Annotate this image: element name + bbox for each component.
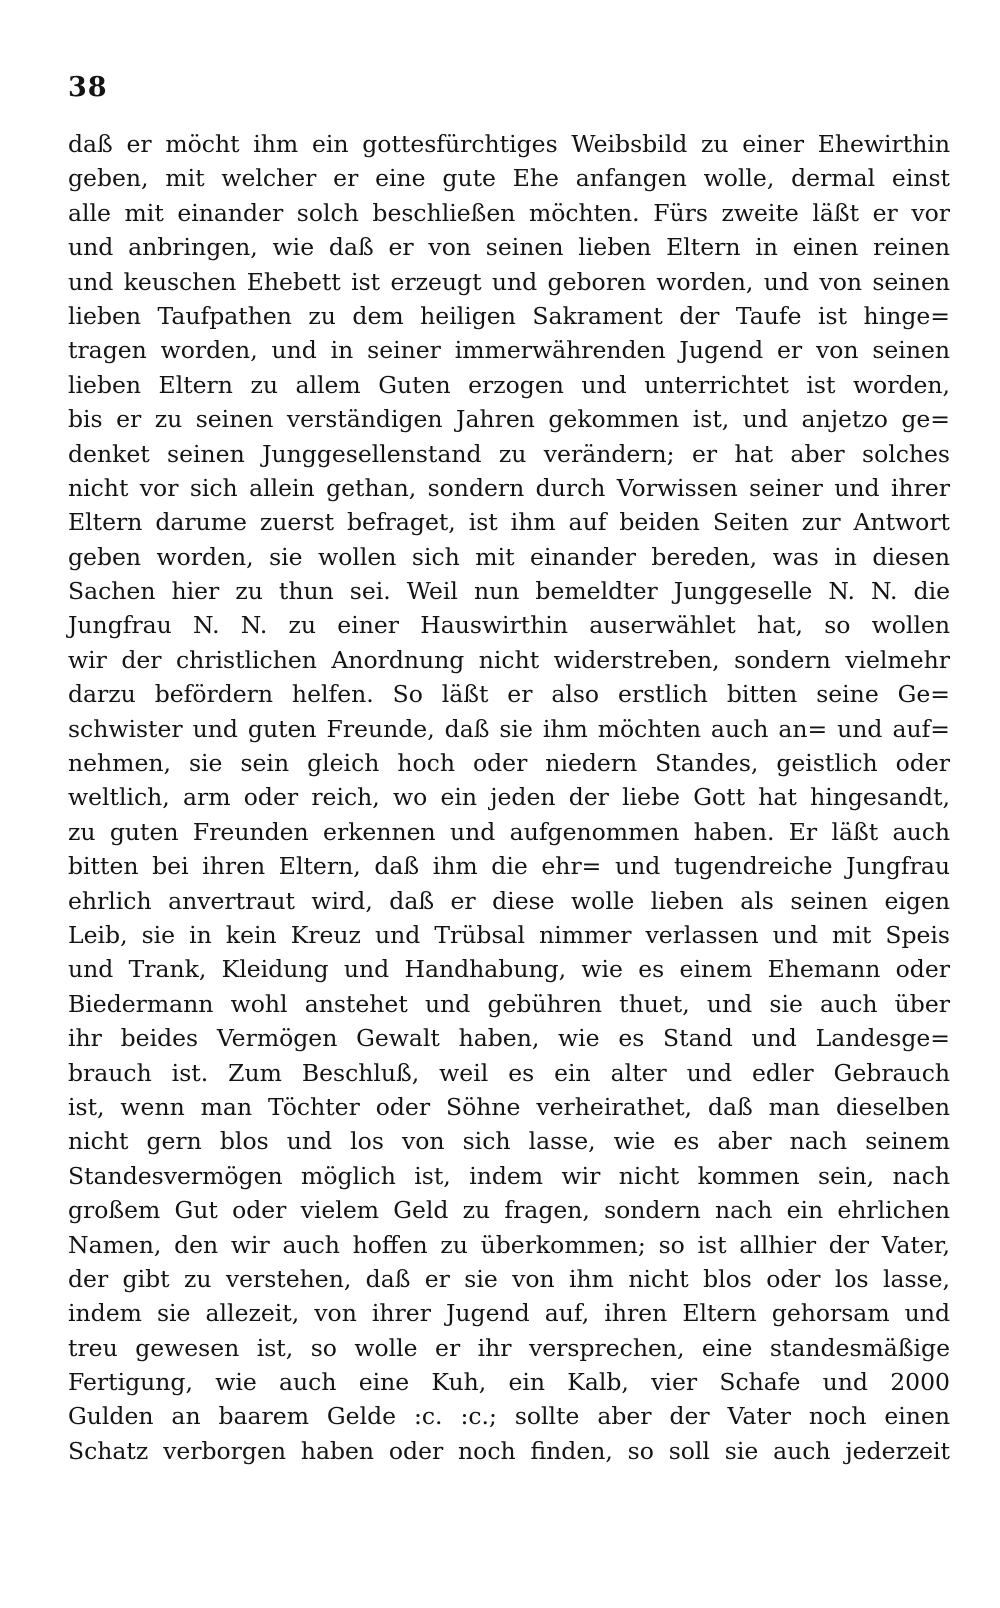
text-line: daß er möcht ihm ein gottesfürchtiges Weibsbild zu einer Ehewirthin [68,130,950,158]
text-line: Standesvermögen möglich ist, indem wir nicht kommen sein, nach [68,1161,950,1190]
text-line: nicht vor sich allein gethan, sondern durch Vorwissen seiner und ihrer [68,473,950,502]
text-line: brauch ist. Zum Beschluß, weil es ein alter und edler Gebrauch [68,1058,950,1087]
text-line: und Trank, Kleidung und Handhabung, wie es einem Ehemann oder [68,955,950,984]
text-line: alle mit einander solch beschließen möchten. Fürs zweite läßt er vor [68,198,950,227]
page-number: 38 [68,72,108,103]
text-line: darzu befördern helfen. So läßt er also erstlich bitten seine Ge= [68,680,950,709]
text-line: und anbringen, wie daß er von seinen lieben Eltern in einen reinen [68,233,950,262]
text-line: zu guten Freunden erkennen und aufgenommen haben. Er läßt auch [68,817,950,846]
text-line: geben, mit welcher er eine gute Ehe anfangen wolle, dermal einst [68,164,950,193]
text-line: weltlich, arm oder reich, wo ein jeden der liebe Gott hat hingesandt, [68,783,950,812]
text-line: der gibt zu verstehen, daß er sie von ihm nicht blos oder los lasse, [68,1264,950,1293]
text-line: nehmen, sie sein gleich hoch oder niedern Standes, geistlich oder [68,749,950,778]
text-line: ihr beides Vermögen Gewalt haben, wie es Stand und Landesge= [68,1024,950,1053]
text-line: denket seinen Junggesellenstand zu verändern; er hat aber solches [68,439,950,468]
text-line: indem sie allezeit, von ihrer Jugend auf, ihren Eltern gehorsam und [68,1299,950,1328]
text-line: lieben Eltern zu allem Guten erzogen und unterrichtet ist worden, [68,370,950,399]
text-line: Eltern darume zuerst befraget, ist ihm auf beiden Seiten zur Antwort [68,508,950,537]
text-line: ist, wenn man Töchter oder Söhne verheirathet, daß man dieselben [68,1092,950,1121]
text-line: und keuschen Ehebett ist erzeugt und geboren worden, und von seinen [68,267,950,296]
text-line: Fertigung, wie auch eine Kuh, ein Kalb, vier Schafe und 2000 [68,1368,950,1397]
text-line: Biedermann wohl anstehet und gebühren thuet, und sie auch über [68,989,950,1018]
text-line: geben worden, sie wollen sich mit einander bereden, was in diesen [68,542,950,571]
text-line: treu gewesen ist, so wolle er ihr versprechen, eine standesmäßige [68,1333,950,1362]
text-line: Gulden an baarem Gelde :c. :c.; sollte aber der Vater noch einen [68,1402,950,1431]
text-line: nicht gern blos und los von sich lasse, wie es aber nach seinem [68,1127,950,1156]
text-line: ehrlich anvertraut wird, daß er diese wolle lieben als seinen eigen [68,886,950,915]
text-line: großem Gut oder vielem Geld zu fragen, sondern nach ein ehrlichen [68,1196,950,1225]
text-line: schwister und guten Freunde, daß sie ihm möchten auch an= und auf= [68,714,950,743]
text-line: Leib, sie in kein Kreuz und Trübsal nimmer verlassen und mit Speis [68,920,950,949]
text-line: Sachen hier zu thun sei. Weil nun bemeldter Junggeselle N. N. die [68,577,950,606]
text-line: Schatz verborgen haben oder noch finden, so soll sie auch jederzeit [68,1436,950,1465]
text-line: tragen worden, und in seiner immerwährenden Jugend er von seinen [68,336,950,365]
text-line: lieben Taufpathen zu dem heiligen Sakrament der Taufe ist hinge= [68,301,950,330]
text-line: Namen, den wir auch hoffen zu überkommen; so ist allhier der Vater, [68,1230,950,1259]
body-text [68,127,950,1468]
text-line: Jungfrau N. N. zu einer Hauswirthin auserwählet hat, so wollen [68,611,950,640]
text-line: bitten bei ihren Eltern, daß ihm die ehr= und tugendreiche Jungfrau [68,852,950,881]
text-line: wir der christlichen Anordnung nicht widerstreben, sondern vielmehr [68,645,950,674]
text-line: bis er zu seinen verständigen Jahren gekommen ist, und anjetzo ge= [68,405,950,434]
